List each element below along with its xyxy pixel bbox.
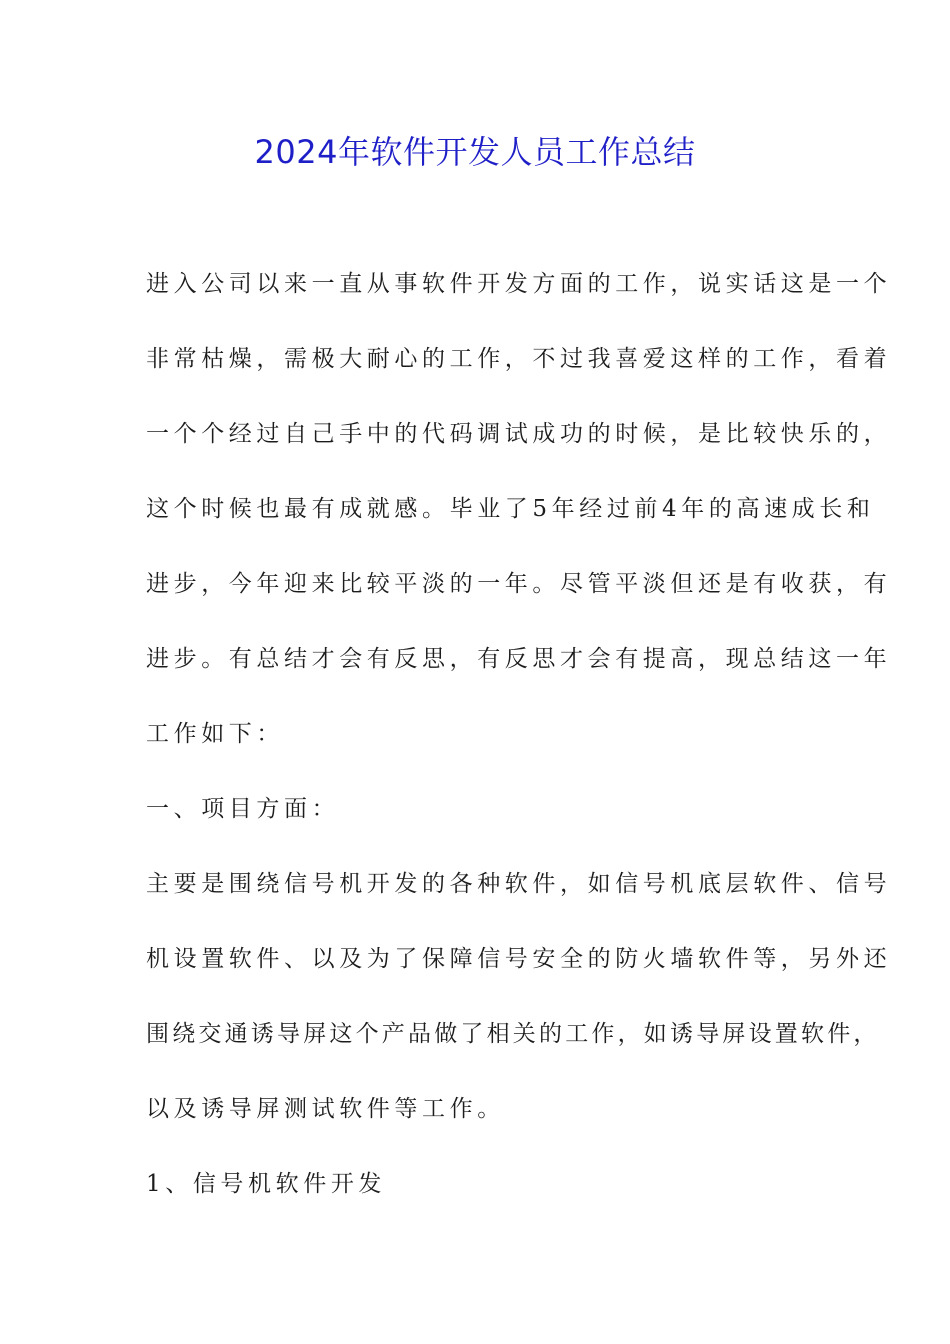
paragraph-line: 进步。有总结才会有反思，有反思才会有提高，现总结这一年 — [146, 646, 892, 672]
paragraph-line: 进入公司以来一直从事软件开发方面的工作，说实话这是一个 — [146, 271, 892, 297]
paragraph-line: 这个时候也最有成就感。毕业了5年经过前4年的高速成长和 — [146, 496, 875, 522]
paragraph-line: 以及诱导屏测试软件等工作。 — [146, 1096, 505, 1122]
section-heading: 一、项目方面： — [146, 796, 340, 822]
paragraph-line: 非常枯燥，需极大耐心的工作，不过我喜爱这样的工作，看着 — [146, 346, 892, 372]
paragraph-line: 机设置软件、以及为了保障信号安全的防火墙软件等，另外还 — [146, 946, 892, 972]
paragraph-line: 一个个经过自己手中的代码调试成功的时候，是比较快乐的， — [146, 421, 892, 447]
paragraph-line: 工作如下： — [146, 721, 284, 747]
paragraph-line: 主要是围绕信号机开发的各种软件，如信号机底层软件、信号 — [146, 871, 892, 897]
document-title: 2024年软件开发人员工作总结 — [254, 133, 696, 171]
subsection-heading: 1、信号机软件开发 — [146, 1171, 387, 1197]
paragraph-line: 围绕交通诱导屏这个产品做了相关的工作，如诱导屏设置软件， — [146, 1021, 880, 1047]
paragraph-line: 进步，今年迎来比较平淡的一年。尽管平淡但还是有收获，有 — [146, 571, 892, 597]
